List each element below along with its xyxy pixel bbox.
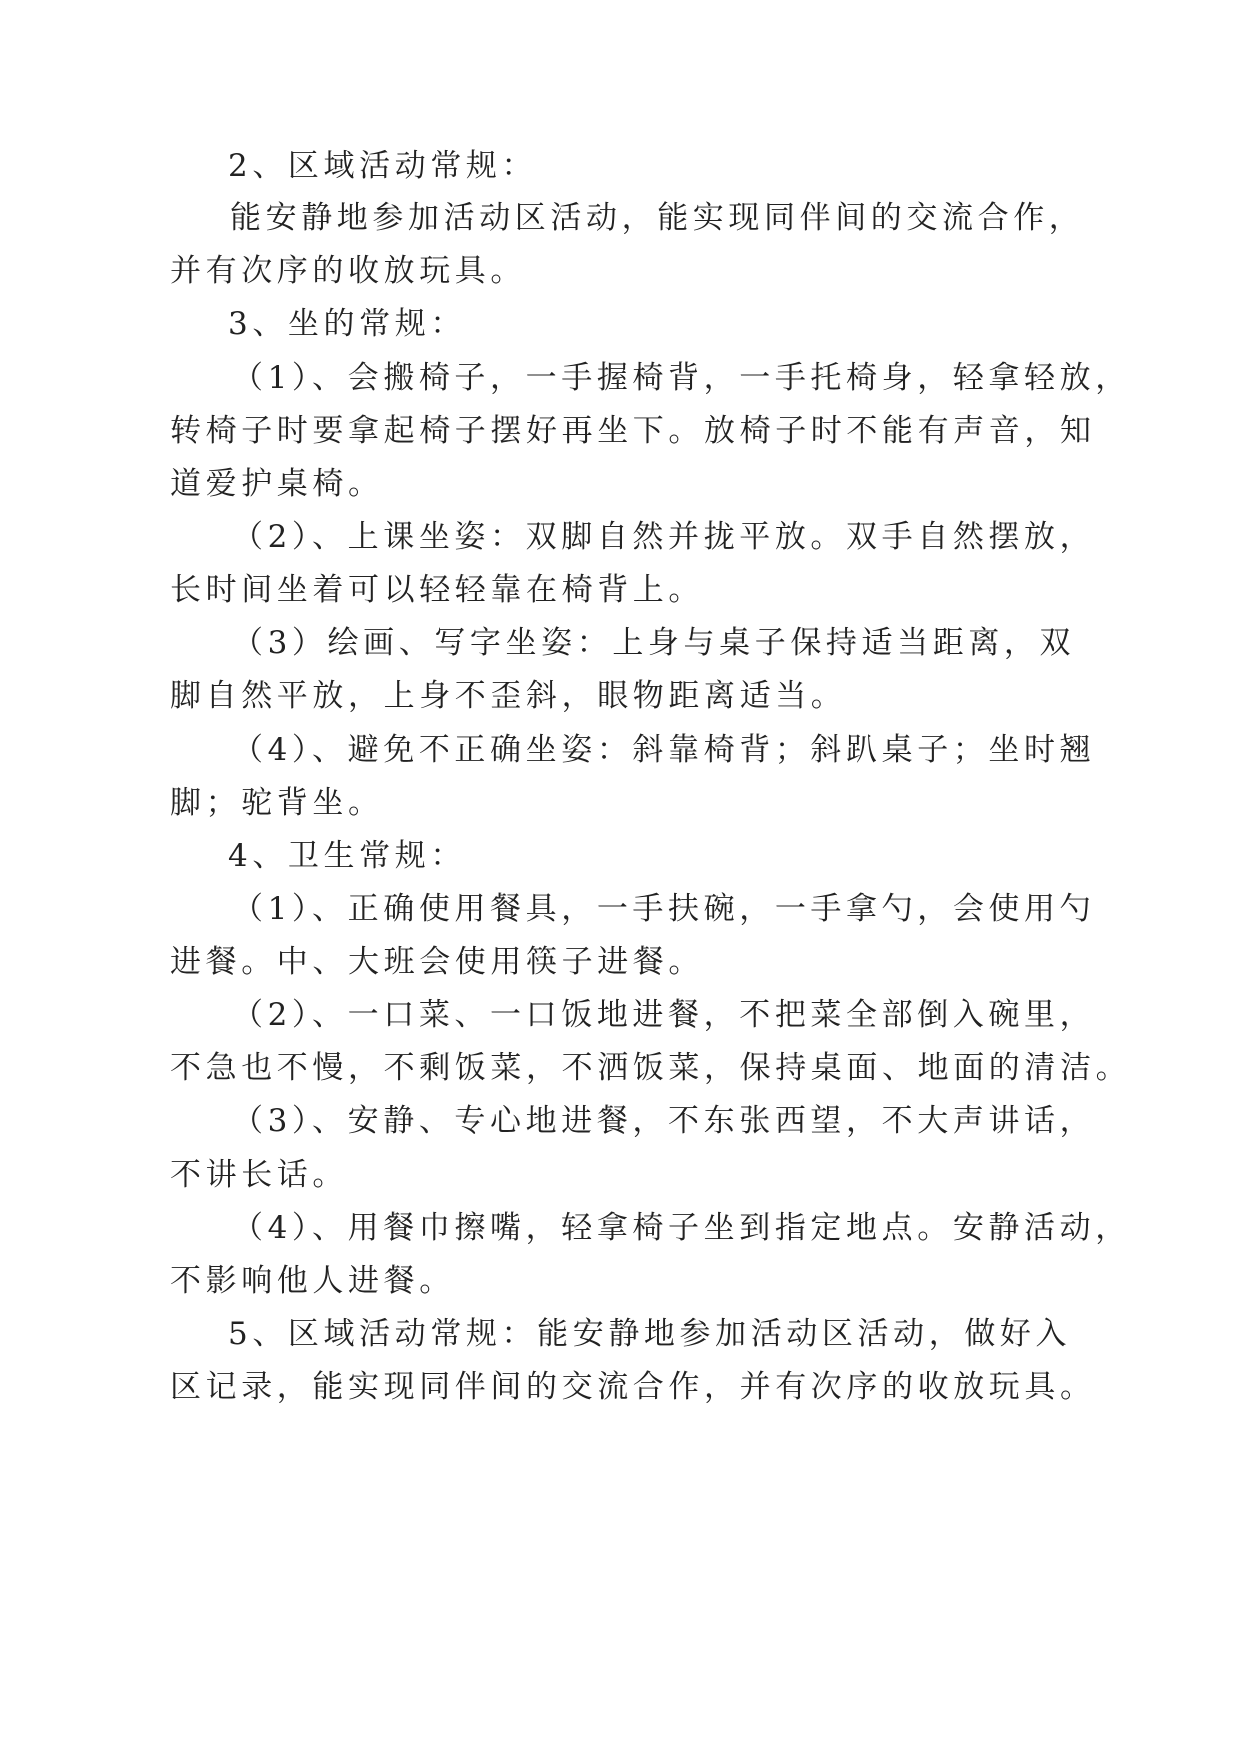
paragraph-line: 转椅子时要拿起椅子摆好再坐下。放椅子时不能有声音，知	[170, 413, 1096, 449]
heading-sitting: 3、坐的常规：	[228, 306, 466, 342]
paragraph-line: 进餐。中、大班会使用筷子进餐。	[170, 944, 704, 980]
paragraph-line: （4）、避免不正确坐姿：斜靠椅背；斜趴桌子；坐时翘	[232, 732, 1096, 768]
paragraph-line: 不急也不慢，不剩饭菜，不洒饭菜，保持桌面、地面的清洁。	[170, 1050, 1132, 1086]
paragraph-line: （2）、一口菜、一口饭地进餐，不把菜全部倒入碗里，	[232, 997, 1096, 1033]
paragraph-line: 脚；驼背坐。	[170, 785, 384, 821]
heading-area-activity: 2、区域活动常规：	[228, 148, 538, 184]
paragraph-line: 区记录，能实现同伴间的交流合作，并有次序的收放玩具。	[170, 1369, 1096, 1405]
paragraph-line: 不影响他人进餐。	[170, 1263, 455, 1299]
paragraph-line: （3）绘画、写字坐姿：上身与桌子保持适当距离，双	[232, 625, 1076, 661]
heading-area-activity-5: 5、区域活动常规：能安静地参加活动区活动，做好入	[228, 1316, 1072, 1352]
paragraph-line: 道爱护桌椅。	[170, 466, 384, 502]
paragraph-line: 并有次序的收放玩具。	[170, 253, 526, 289]
paragraph-line: 不讲长话。	[170, 1157, 348, 1193]
paragraph-line: 脚自然平放，上身不歪斜，眼物距离适当。	[170, 678, 847, 714]
paragraph-line: （4）、用餐巾擦嘴，轻拿椅子坐到指定地点。安静活动，	[232, 1210, 1131, 1246]
paragraph-line: （1）、会搬椅子，一手握椅背，一手托椅身，轻拿轻放，	[232, 360, 1131, 396]
paragraph-line: （1）、正确使用餐具，一手扶碗，一手拿勺，会使用勺	[232, 891, 1096, 927]
paragraph-line: （2）、上课坐姿：双脚自然并拢平放。双手自然摆放，	[232, 519, 1096, 555]
heading-hygiene: 4、卫生常规：	[228, 838, 466, 874]
paragraph-line: （3）、安静、专心地进餐，不东张西望，不大声讲话，	[232, 1103, 1096, 1139]
paragraph-line: 长时间坐着可以轻轻靠在椅背上。	[170, 572, 704, 608]
paragraph-line: 能安静地参加活动区活动，能实现同伴间的交流合作，	[230, 200, 1085, 236]
